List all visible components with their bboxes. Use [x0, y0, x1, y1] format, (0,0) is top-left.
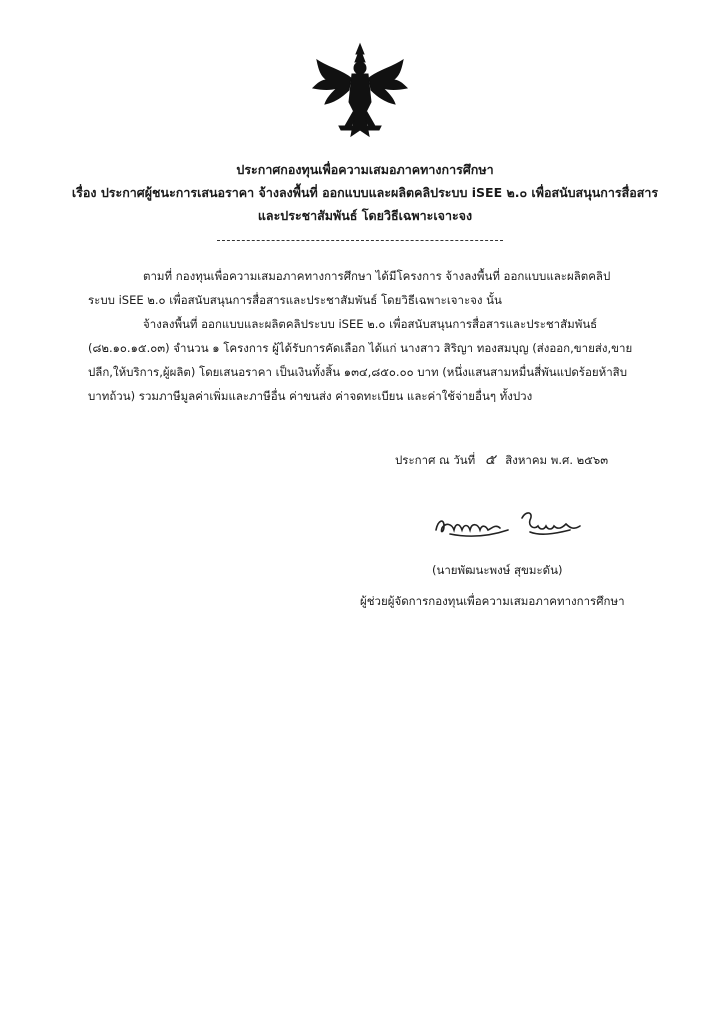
title-line-2: เรื่อง ประกาศผู้ชนะการเสนอราคา จ้างลงพื้นที่ ออกแบบและผลิตคลิประบบ iSEE ๒.๐ เพื่อสนับสนุนการสื่อสาร — [71, 185, 659, 200]
paragraph-1 — [88, 264, 658, 312]
handwritten-signature — [430, 500, 590, 550]
signatory-position: ผู้ช่วยผู้จัดการกองทุนเพื่อความเสมอภาคทางการศึกษา — [360, 594, 625, 608]
date-day: ๕ — [484, 452, 496, 468]
date-month-year: สิงหาคม พ.ศ. ๒๕๖๓ — [505, 453, 609, 467]
title-divider — [217, 240, 503, 241]
date-prefix: ประกาศ ณ วันที่ — [395, 453, 476, 467]
garuda-emblem-icon — [305, 40, 415, 150]
paragraph-2 — [88, 312, 658, 408]
announcement-title — [60, 158, 670, 227]
announcement-date — [395, 449, 608, 471]
paragraph-2-line-2: (๘๒.๑๐.๑๕.๐๓) จำนวน ๑ โครงการ ผู้ได้รับการคัดเลือก ได้แก่ นางสาว สิริญา ทองสมบุญ (ส่งออก,ขายส่ง,ขาย — [88, 341, 633, 355]
paragraph-1-line-1: ตามที่ กองทุนเพื่อความเสมอภาคทางการศึกษา ได้มีโครงการ จ้างลงพื้นที่ ออกแบบและผลิตคลิป — [143, 269, 611, 283]
paragraph-2-line-4: บาทถ้วน) รวมภาษีมูลค่าเพิ่มและภาษีอื่น ค่าขนส่ง ค่าจดทะเบียน และค่าใช้จ่ายอื่นๆ ทั้งปวง — [88, 389, 533, 403]
title-line-1: ประกาศกองทุนเพื่อความเสมอภาคทางการศึกษา — [236, 162, 494, 177]
title-line-3: และประชาสัมพันธ์ โดยวิธีเฉพาะเจาะจง — [257, 208, 473, 223]
paragraph-2-line-3: ปลีก,ให้บริการ,ผู้ผลิต) โดยเสนอราคา เป็นเงินทั้งสิ้น ๑๓๔,๘๕๐.๐๐ บาท (หนึ่งแสนสามหมื่นสี่พันแปดร้อยห้าสิบ — [88, 365, 627, 379]
paragraph-1-line-2: ระบบ iSEE ๒.๐ เพื่อสนับสนุนการสื่อสารและประชาสัมพันธ์ โดยวิธีเฉพาะเจาะจง นั้น — [88, 293, 502, 307]
paragraph-2-line-1: จ้างลงพื้นที่ ออกแบบและผลิตคลิประบบ iSEE ๒.๐ เพื่อสนับสนุนการสื่อสารและประชาสัมพันธ์ — [143, 317, 598, 331]
signatory-name: (นายพัฒนะพงษ์ สุขมะดัน) — [432, 563, 563, 577]
